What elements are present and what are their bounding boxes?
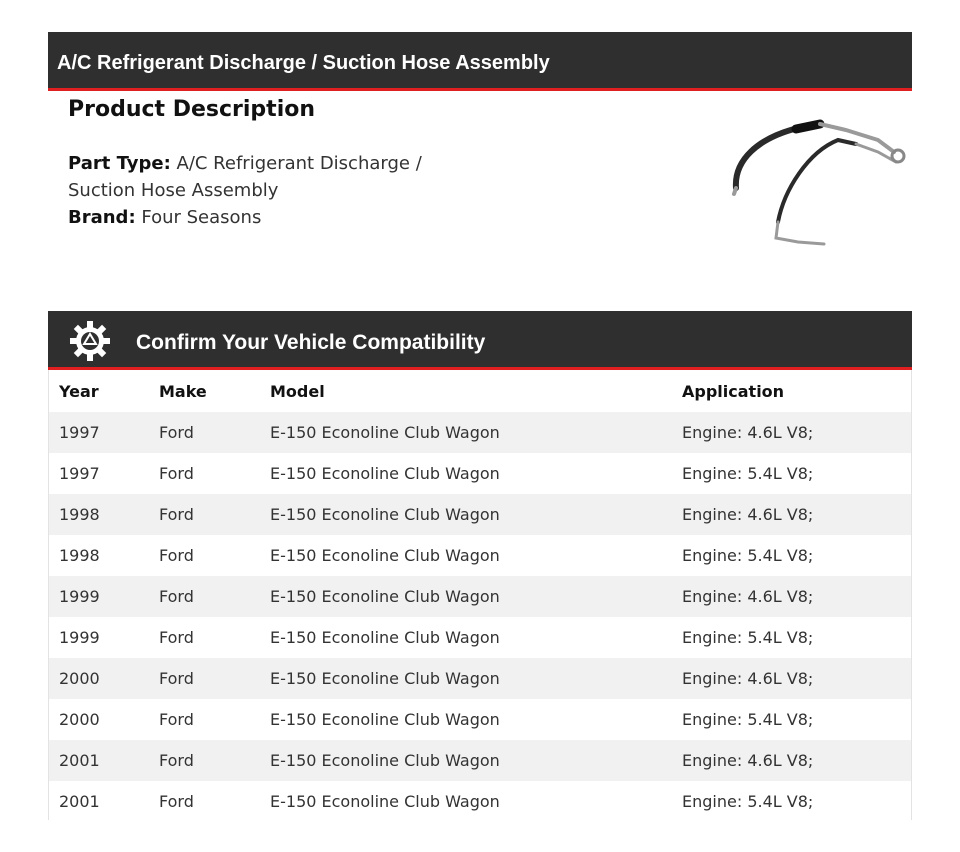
table-row <box>49 781 911 822</box>
cell-year: 2001 <box>59 792 100 811</box>
product-header-bar <box>48 32 912 91</box>
cell-model: E-150 Econoline Club Wagon <box>270 751 500 770</box>
cell-year: 2000 <box>59 710 100 729</box>
cell-make: Ford <box>159 628 194 647</box>
cell-application: Engine: 4.6L V8; <box>682 423 814 442</box>
table-row <box>49 576 911 617</box>
table-row <box>49 535 911 576</box>
table-row <box>49 740 911 781</box>
cell-make: Ford <box>159 464 194 483</box>
cell-model: E-150 Econoline Club Wagon <box>270 464 500 483</box>
cell-model: E-150 Econoline Club Wagon <box>270 587 500 606</box>
cell-application: Engine: 5.4L V8; <box>682 464 814 483</box>
cell-application: Engine: 5.4L V8; <box>682 546 814 565</box>
cell-make: Ford <box>159 505 194 524</box>
cell-model: E-150 Econoline Club Wagon <box>270 792 500 811</box>
cell-model: E-150 Econoline Club Wagon <box>270 710 500 729</box>
table-row <box>49 617 911 658</box>
cell-make: Ford <box>159 710 194 729</box>
brand-label: Brand: <box>68 207 136 228</box>
cell-make: Ford <box>159 423 194 442</box>
cell-application: Engine: 5.4L V8; <box>682 628 814 647</box>
cell-model: E-150 Econoline Club Wagon <box>270 628 500 647</box>
cell-make: Ford <box>159 587 194 606</box>
cell-make: Ford <box>159 669 194 688</box>
part-type-value: A/C Refrigerant Discharge / Suction Hose Assembly <box>68 153 422 201</box>
cell-year: 2001 <box>59 751 100 770</box>
product-title: A/C Refrigerant Discharge / Suction Hose Assembly <box>57 52 550 74</box>
compatibility-title: Confirm Your Vehicle Compatibility <box>136 331 486 354</box>
compatibility-table-container <box>48 370 912 820</box>
table-row <box>49 494 911 535</box>
column-header-model: Model <box>270 381 325 401</box>
table-row <box>49 412 911 453</box>
table-row <box>49 453 911 494</box>
cell-application: Engine: 4.6L V8; <box>682 669 814 688</box>
cell-make: Ford <box>159 751 194 770</box>
cell-year: 2000 <box>59 669 100 688</box>
description-heading: Product Description <box>68 97 316 122</box>
cell-model: E-150 Econoline Club Wagon <box>270 546 500 565</box>
table-row <box>49 699 911 740</box>
gear-icon <box>68 319 112 363</box>
cell-make: Ford <box>159 546 194 565</box>
cell-year: 1999 <box>59 628 100 647</box>
cell-model: E-150 Econoline Club Wagon <box>270 669 500 688</box>
part-type-label: Part Type: <box>68 153 171 174</box>
cell-year: 1999 <box>59 587 100 606</box>
cell-application: Engine: 5.4L V8; <box>682 792 814 811</box>
cell-year: 1998 <box>59 505 100 524</box>
brand-value: Four Seasons <box>141 207 262 228</box>
product-image <box>728 100 908 260</box>
cell-year: 1997 <box>59 464 100 483</box>
table-row <box>49 658 911 699</box>
cell-make: Ford <box>159 792 194 811</box>
cell-application: Engine: 4.6L V8; <box>682 587 814 606</box>
cell-model: E-150 Econoline Club Wagon <box>270 423 500 442</box>
cell-application: Engine: 4.6L V8; <box>682 751 814 770</box>
cell-application: Engine: 5.4L V8; <box>682 710 814 729</box>
compatibility-table <box>49 370 911 822</box>
compatibility-header-bar <box>48 311 912 370</box>
column-header-year: Year <box>59 381 99 401</box>
cell-year: 1998 <box>59 546 100 565</box>
cell-model: E-150 Econoline Club Wagon <box>270 505 500 524</box>
table-header-row <box>49 370 911 412</box>
cell-application: Engine: 4.6L V8; <box>682 505 814 524</box>
column-header-make: Make <box>159 381 207 401</box>
description-body <box>68 150 448 231</box>
column-header-application: Application <box>682 381 785 401</box>
cell-year: 1997 <box>59 423 100 442</box>
